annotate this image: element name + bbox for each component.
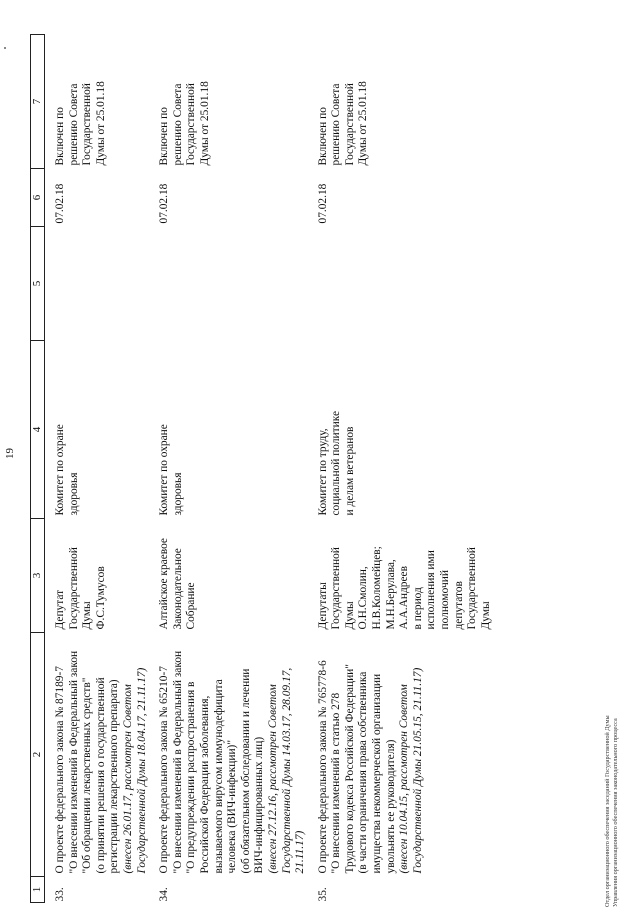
bill-title-line: Трудового кодекса Российской Федерации" [343, 664, 356, 874]
decision-line: решению Совета [67, 83, 80, 166]
column-number-cell: 2 [31, 633, 45, 877]
bill-author-cell [149, 519, 308, 633]
bill-title-line: О проекте федерального закона № 765778-6 [316, 660, 329, 874]
date-cell: 07.02.18 [158, 183, 171, 224]
author-line: Алтайское краевое [158, 538, 171, 630]
column-number-cell: 3 [31, 519, 45, 633]
column-number-cell: 6 [31, 169, 45, 227]
bill-author-cell [308, 519, 494, 633]
author-line: О.Н.Смолин, [357, 566, 370, 630]
author-line: Думы [479, 601, 492, 630]
author-line: депутатов [452, 581, 465, 630]
column-number-cell: 4 [31, 341, 45, 519]
decision-line: решению Совета [171, 83, 184, 166]
bill-title-line: (о принятии решения о государственной [94, 677, 107, 874]
bill-title-line: (об обязательном обследовании и лечении [239, 668, 252, 874]
bill-title-line: "О внесении изменений в Федеральный закон [171, 650, 184, 874]
decision-cell [149, 35, 308, 169]
row-number: 34. [158, 887, 171, 902]
table-row [45, 35, 150, 903]
author-line: Депутат [54, 589, 66, 630]
column-number-cell: 7 [31, 35, 45, 169]
bill-title-line: имущества некоммерческой организации [371, 673, 384, 874]
bill-description-cell [308, 633, 494, 877]
committee-line: Комитет по труду, [316, 428, 329, 516]
agenda-table-body [31, 35, 494, 903]
decision-line: Государственной [185, 83, 198, 166]
author-line: исполнения ими [425, 550, 438, 630]
table-row [308, 35, 494, 903]
bill-title-line: "Об обращении лекарственных средств" [81, 677, 94, 874]
author-line: Н.В.Коломейцев; [371, 546, 384, 630]
footer-line: Управления организационного обеспечения законодательного процесса [612, 718, 619, 907]
author-line: Собрание [185, 582, 198, 630]
author-line: Государственной [466, 547, 479, 630]
author-line: М.Н.Берулава, [384, 559, 397, 630]
decision-line: Думы от 25.01.18 [94, 81, 107, 166]
committee-line: здоровья [67, 472, 80, 516]
row-number: 35. [316, 887, 329, 902]
empty-column-cell [149, 227, 308, 341]
scan-mark [4, 47, 6, 49]
decision-line: Государственной [81, 83, 94, 166]
committee-line: здоровья [171, 472, 184, 516]
decision-line: Включен по [158, 107, 171, 166]
bill-title-line: О проекте федерального закона № 65210-7 [158, 666, 171, 874]
bill-author-cell [45, 519, 150, 633]
column-number-cell: 1 [31, 877, 45, 903]
author-line: в период [411, 587, 424, 630]
decision-line: решению Совета [330, 83, 343, 166]
bill-title-line: человека (ВИЧ-инфекции)" [226, 739, 239, 874]
bill-note-line: Государственной Думы 21.05.15, 21.11.17) [411, 667, 424, 874]
bill-note-line: (внесен 27.12.16, рассмотрен Советом [266, 684, 279, 874]
agenda-table [30, 34, 493, 903]
table-row [149, 35, 308, 903]
bill-note-line: (внесен 10.04.15, рассмотрен Советом [398, 684, 411, 874]
bill-title-line: ВИЧ-инфицированных лиц) [253, 736, 266, 874]
author-line: Думы [343, 601, 356, 630]
bill-description-cell [149, 633, 308, 877]
bill-title-line: "О внесении изменений в Федеральный закон [67, 650, 80, 874]
empty-column-cell [308, 227, 494, 341]
row-number: 33. [54, 887, 66, 902]
bill-description-cell [45, 633, 150, 877]
bill-note-line: (внесен 26.01.17, рассмотрен Советом [121, 684, 134, 874]
decision-line: Думы от 25.01.18 [357, 81, 370, 166]
committee-line: социальной политике [330, 410, 343, 516]
committee-cell [149, 341, 308, 519]
bill-note-line: 21.11.17) [294, 830, 307, 874]
bill-title-line: увольнять ее руководителя) [384, 739, 397, 874]
bill-note-line: Государственной Думы 18.04.17, 21.11.17) [135, 667, 148, 874]
committee-cell [308, 341, 494, 519]
bill-title-line: Российской Федерации заболевания, [198, 695, 211, 874]
empty-column-cell [45, 227, 150, 341]
author-line: Ф.С.Тумусов [94, 566, 107, 630]
bill-title-line: (в части ограничения права собственника [357, 671, 370, 874]
author-line: полномочий [439, 570, 452, 630]
decision-line: Включен по [54, 107, 66, 166]
decision-cell [45, 35, 150, 169]
author-line: Государственной [330, 547, 343, 630]
page-number: 19 [4, 448, 16, 459]
committee-cell [45, 341, 150, 519]
table-header-row [31, 35, 45, 903]
bill-title-line: "О внесении изменений в статью 278 [330, 692, 343, 874]
author-line: Депутаты [316, 582, 329, 630]
committee-line: Комитет по охране [54, 424, 66, 516]
footer [604, 715, 620, 907]
footer-line: Отдел организационного обеспечения заседаний Государственной Думы [604, 715, 611, 907]
author-line: Государственной [67, 547, 80, 630]
date-cell: 07.02.18 [54, 183, 66, 224]
date-cell: 07.02.18 [316, 183, 329, 224]
committee-line: и делам ветеранов [343, 426, 356, 516]
decision-line: Включен по [316, 107, 329, 166]
author-line: Думы [81, 601, 94, 630]
bill-title-line: О проекте федерального закона № 87189-7 [54, 666, 66, 874]
decision-line: Думы от 25.01.18 [198, 81, 211, 166]
author-line: А.А.Андреев [398, 566, 411, 630]
decision-line: Государственной [343, 83, 356, 166]
decision-cell [308, 35, 494, 169]
committee-line: Комитет по охране [158, 424, 171, 516]
author-line: Законодательное [171, 548, 184, 630]
bill-title-line: "О предупреждении распространения в [185, 681, 198, 874]
column-number-cell: 5 [31, 227, 45, 341]
bill-title-line: регистрации лекарственного препарата) [108, 679, 121, 874]
bill-title-line: вызываемого вирусом иммунодефицита [212, 679, 225, 874]
bill-note-line: Государственной Думы 14.03.17, 28.09.17, [280, 667, 293, 874]
